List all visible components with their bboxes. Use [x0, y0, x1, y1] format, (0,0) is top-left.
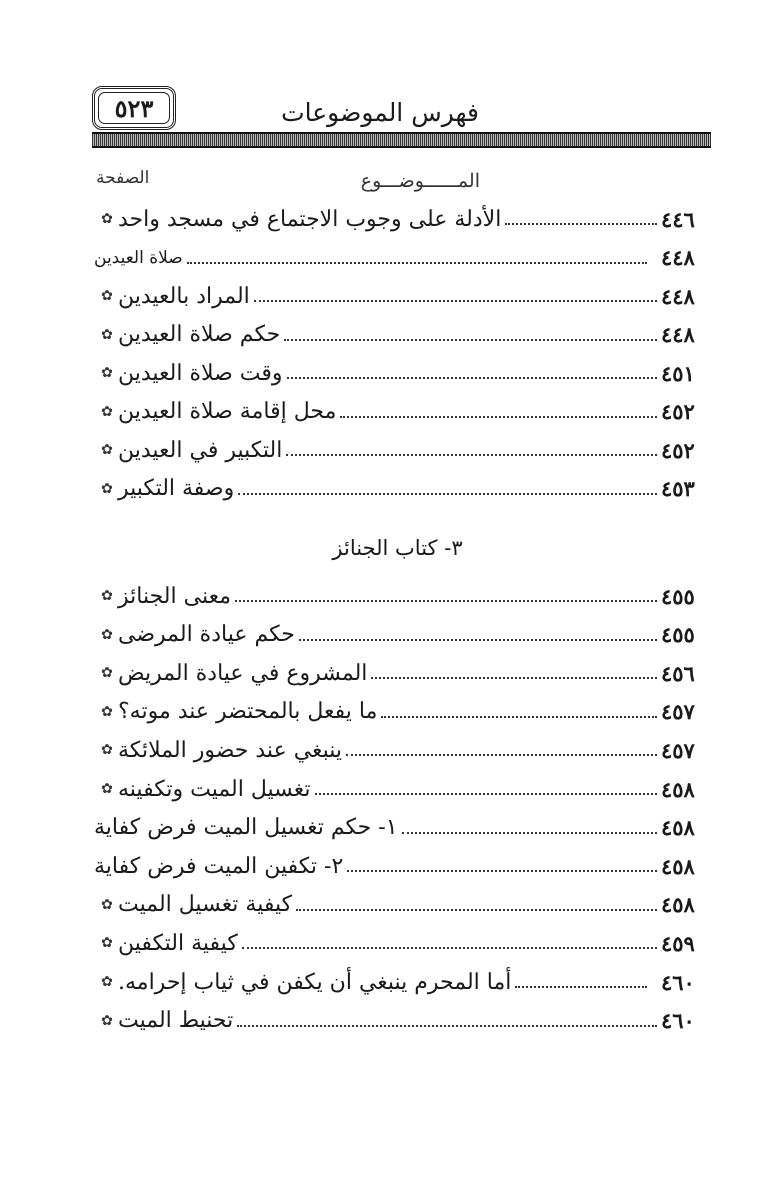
toc-entry-title: كيفية التكفين	[118, 930, 238, 956]
toc-entry	[88, 847, 707, 885]
toc-entry-page: ٤٥١	[661, 360, 695, 386]
toc-entry	[88, 809, 707, 847]
flower-bullet-icon: ✿	[101, 211, 113, 227]
toc-entry-title: وصفة التكبير	[118, 476, 235, 501]
toc-entry-page: ٤٥٢	[661, 437, 695, 463]
dot-leader	[242, 937, 657, 949]
toc-entry-title: وقت صلاة العيدين	[118, 360, 283, 386]
dot-leader	[346, 744, 657, 756]
toc-entry-page: ٤٥٨	[661, 776, 695, 802]
toc-entry	[88, 1002, 707, 1040]
flower-bullet-icon: ✿	[101, 1012, 113, 1029]
toc-entry-title: حكم عيادة المرضى	[118, 622, 295, 648]
toc-entry-page: ٤٥٦	[661, 660, 695, 686]
toc-entry	[88, 693, 707, 731]
dot-leader	[347, 860, 657, 872]
dot-leader	[235, 590, 657, 602]
dot-leader	[238, 483, 657, 495]
toc-entry-title: كيفية تغسيل الميت	[118, 892, 293, 918]
toc-entry-title: الأدلة على وجوب الاجتماع في مسجد واحد	[118, 206, 502, 232]
toc-entry-page: ٤٥٣	[661, 476, 695, 501]
flower-bullet-icon: ✿	[101, 703, 113, 720]
dot-leader	[287, 367, 657, 379]
dot-leader	[340, 406, 657, 418]
flower-bullet-icon: ✿	[101, 326, 113, 343]
toc-entry	[88, 354, 707, 392]
dot-leader	[371, 667, 657, 679]
toc-entry-page: ٤٥٨	[661, 815, 695, 841]
toc-entry-page: ٤٤٨	[661, 245, 695, 270]
toc-entry-title: معنى الجنائز	[118, 583, 231, 609]
header-ornamental-rule	[92, 132, 711, 148]
section-heading: ٣- كتاب الجنائز	[332, 536, 463, 560]
page-number: ٥٢٣	[114, 93, 154, 123]
toc-entry-title: أما المحرم ينبغي أن يكفن في ثياب إحرامه.	[118, 969, 512, 995]
toc-entry	[88, 277, 707, 315]
toc-entry-page: ٤٥٢	[661, 399, 695, 424]
flower-bullet-icon: ✿	[101, 588, 113, 604]
page-number-frame	[92, 86, 176, 130]
column-heading-page: الصفحة	[96, 168, 150, 188]
toc-entry	[88, 200, 707, 238]
toc-entry	[88, 731, 707, 769]
toc-entry	[88, 577, 707, 615]
dot-leader	[286, 444, 657, 456]
flower-bullet-icon: ✿	[101, 781, 113, 797]
toc-entry-page: ٤٥٨	[661, 892, 695, 918]
dot-leader	[402, 822, 657, 834]
toc-entry-title: ينبغي عند حضور الملائكة	[118, 737, 343, 763]
flower-bullet-icon: ✿	[101, 935, 113, 952]
flower-bullet-icon: ✿	[101, 442, 113, 458]
toc-entry	[88, 431, 707, 469]
toc-entry-title: ما يفعل بالمحتضر عند موته؟	[118, 699, 378, 725]
toc-entry	[88, 393, 707, 431]
toc-entry-title: التكبير في العيدين	[118, 437, 283, 463]
flower-bullet-icon: ✿	[101, 974, 113, 990]
dot-leader	[381, 706, 657, 718]
toc-entry	[88, 770, 707, 808]
flower-bullet-icon: ✿	[101, 742, 113, 759]
toc-entry-page: ٤٥٧	[661, 737, 695, 763]
toc-entry-page: ٤٥٥	[661, 622, 695, 648]
toc-entry-title: المشروع في عيادة المريض	[118, 660, 368, 686]
toc-entry-page: ٤٤٨	[661, 283, 695, 309]
toc-entry-page: ٤٥٥	[661, 583, 695, 609]
toc-entry	[88, 654, 707, 692]
dot-leader	[187, 252, 647, 264]
flower-bullet-icon: ✿	[101, 480, 113, 497]
toc-entry-title: تغسيل الميت وتكفينه	[118, 776, 311, 802]
toc-entry-title: حكم صلاة العيدين	[118, 322, 281, 347]
toc-entry	[88, 316, 707, 354]
toc-entry-page: ٤٤٦	[661, 206, 695, 232]
flower-bullet-icon: ✿	[101, 896, 113, 913]
dot-leader	[505, 213, 657, 225]
toc-entry-title: تحنيط الميت	[118, 1008, 234, 1034]
column-heading-subject: المــــــوضـــوع	[360, 170, 480, 192]
toc-entry-title: صلاة العيدين	[94, 247, 183, 268]
toc-entry	[88, 616, 707, 654]
toc-entry-title: المراد بالعيدين	[118, 283, 250, 309]
dot-leader	[299, 629, 657, 641]
flower-bullet-icon: ✿	[101, 626, 113, 643]
toc-entry-page: ٤٥٩	[661, 930, 695, 956]
dot-leader	[515, 976, 647, 988]
toc-entry-page: ٤٥٨	[661, 853, 695, 879]
dot-leader	[296, 899, 657, 911]
dot-leader	[237, 1015, 657, 1027]
toc-entry-page: ٤٥٧	[661, 699, 695, 725]
toc-entry	[88, 886, 707, 924]
toc-entry	[88, 963, 707, 1001]
flower-bullet-icon: ✿	[101, 288, 113, 304]
toc-entry	[88, 470, 707, 508]
running-header-title: فهرس الموضوعات	[281, 98, 479, 127]
toc-entry	[88, 924, 707, 962]
toc-entry-title: محل إقامة صلاة العيدين	[118, 399, 337, 424]
flower-bullet-icon: ✿	[101, 665, 113, 682]
toc-entry-title: ٢- تكفين الميت فرض كفاية	[94, 853, 344, 879]
dot-leader	[284, 329, 657, 341]
toc-entry-page: ٤٦٠	[661, 1008, 695, 1034]
dot-leader	[254, 290, 657, 302]
toc-entry-page: ٤٤٨	[661, 322, 695, 347]
toc-entry-title: ١- حكم تغسيل الميت فرض كفاية	[94, 815, 398, 841]
toc-entry-page: ٤٦٠	[661, 969, 695, 995]
flower-bullet-icon: ✿	[101, 365, 113, 381]
toc-entry	[88, 239, 707, 277]
flower-bullet-icon: ✿	[101, 403, 113, 420]
dot-leader	[315, 783, 657, 795]
